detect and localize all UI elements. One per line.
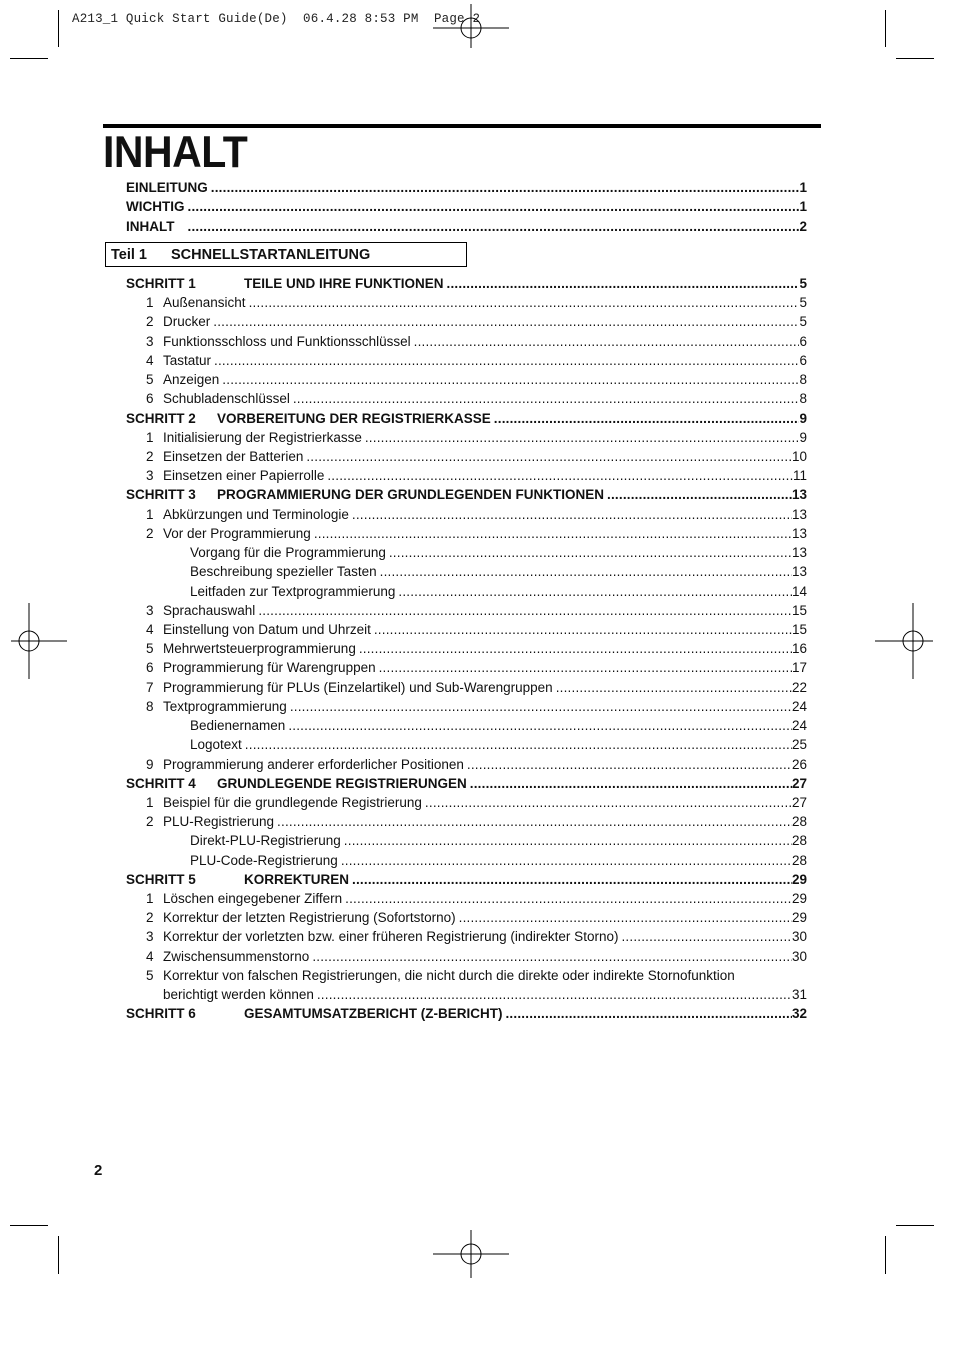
toc-entry-label: Vorgang für die Programmierung <box>190 545 386 560</box>
toc-leader-dots <box>221 372 799 388</box>
toc-entry-label: Einsetzen der Batterien <box>163 449 304 464</box>
toc-step-entry[interactable] <box>126 276 807 295</box>
toc-entry-page: 9 <box>799 430 807 445</box>
crop-mark <box>896 1225 934 1226</box>
toc-entry-label: Mehrwertsteuerprogrammierung <box>163 641 356 656</box>
toc-entry-page: 13 <box>791 564 807 579</box>
toc-entry-label: INHALT <box>126 219 175 234</box>
toc-leader-dots <box>379 564 792 580</box>
toc-leader-dots <box>316 987 792 1003</box>
toc-item-entry[interactable] <box>146 526 807 545</box>
toc-item-entry[interactable] <box>146 699 807 718</box>
toc-item-entry[interactable] <box>146 757 807 776</box>
toc-entry-label: Einsetzen einer Papierrolle <box>163 468 325 483</box>
toc-entry[interactable] <box>126 219 807 238</box>
toc-leader-dots <box>343 833 792 849</box>
page-number: 2 <box>94 1162 103 1179</box>
toc-entry-page: 29 <box>791 891 807 906</box>
toc-item-number: 3 <box>146 468 154 483</box>
toc-entry-page: 31 <box>791 987 807 1002</box>
toc-leader-dots <box>340 853 792 869</box>
toc-item-entry[interactable] <box>146 680 807 699</box>
toc-entry-page: 29 <box>791 910 807 925</box>
toc-entry-label: EINLEITUNG <box>126 180 208 195</box>
toc-leader-dots <box>351 872 792 888</box>
toc-leader-dots <box>187 199 800 215</box>
toc-entry-label: WICHTIG <box>126 199 185 214</box>
toc-entry-page: 30 <box>791 929 807 944</box>
toc-entry-page: 26 <box>791 757 807 772</box>
toc-item-entry[interactable] <box>146 968 735 984</box>
toc-leader-dots <box>305 449 792 465</box>
toc-leader-dots <box>248 295 800 311</box>
toc-entry-label: Korrektur der vorletzten bzw. einer früheren Registrierung (indirekter Storno) <box>163 929 619 944</box>
toc-item-entry-continued[interactable] <box>163 987 807 1006</box>
toc-leader-dots <box>276 814 792 830</box>
toc-leader-dots <box>373 622 792 638</box>
toc-item-entry[interactable] <box>146 449 807 468</box>
registration-mark-icon <box>0 601 69 681</box>
toc-item-entry[interactable] <box>146 929 807 948</box>
toc-entry-label: Außenansicht <box>163 295 246 310</box>
toc-subitem-entry[interactable] <box>190 833 807 852</box>
registration-mark-icon <box>431 0 511 68</box>
toc-step-number: SCHRITT 6 <box>126 1006 196 1021</box>
toc-leader-dots <box>344 891 792 907</box>
toc-entry-label: GRUNDLEGENDE REGISTRIERUNGEN <box>217 776 467 791</box>
toc-entry-label: Direkt-PLU-Registrierung <box>190 833 341 848</box>
toc-item-number: 4 <box>146 353 154 368</box>
part-number: Teil 1 <box>111 246 147 263</box>
toc-entry-label: PLU-Registrierung <box>163 814 275 829</box>
print-header-meta: A213_1 Quick Start Guide(De) 06.4.28 8:53 PM Page 2 <box>72 12 481 26</box>
part-title: SCHNELLSTARTANLEITUNG <box>171 246 371 263</box>
toc-item-number: 4 <box>146 949 154 964</box>
toc-entry-label: Korrektur von falschen Registrierungen, die nicht durch die direkte oder indirekte Stornofunktion <box>163 968 735 983</box>
toc-item-number: 4 <box>146 622 154 637</box>
toc-entry-page: 24 <box>791 699 807 714</box>
toc-entry-page: 28 <box>791 853 807 868</box>
toc-item-entry[interactable] <box>146 660 807 679</box>
crop-mark <box>885 1236 886 1274</box>
toc-entry-page: 32 <box>791 1006 807 1021</box>
toc-leader-dots <box>606 487 792 503</box>
toc-entry-page: 28 <box>791 814 807 829</box>
toc-entry-label: Initialisierung der Registrierkasse <box>163 430 362 445</box>
toc-entry-page: 28 <box>791 833 807 848</box>
toc-leader-dots <box>287 718 792 734</box>
toc-item-entry[interactable] <box>146 949 807 968</box>
toc-step-entry[interactable] <box>126 1006 807 1025</box>
toc-entry-page: 6 <box>799 334 807 349</box>
toc-entry-page: 1 <box>799 180 807 195</box>
toc-entry-label: Programmierung für Warengruppen <box>163 660 376 675</box>
toc-entry-page: 30 <box>791 949 807 964</box>
toc-leader-dots <box>210 180 800 196</box>
toc-leader-dots <box>378 660 792 676</box>
toc-entry-page: 5 <box>799 295 807 310</box>
toc-step-entry[interactable] <box>126 411 807 430</box>
toc-entry-label: Schubladenschlüssel <box>163 391 290 406</box>
toc-entry-page: 13 <box>791 526 807 541</box>
toc-entry-page: 22 <box>791 680 807 695</box>
toc-leader-dots <box>364 430 800 446</box>
toc-entry-page: 14 <box>791 584 807 599</box>
toc-item-number: 6 <box>146 391 154 406</box>
toc-entry-page: 13 <box>791 487 807 502</box>
toc-step-number: SCHRITT 4 <box>126 776 196 791</box>
toc-item-entry[interactable] <box>146 622 807 641</box>
toc-entry-page: 8 <box>799 391 807 406</box>
toc-entry-label: Abkürzungen und Terminologie <box>163 507 349 522</box>
toc-item-number: 2 <box>146 814 154 829</box>
toc-entry-label: TEILE UND IHRE FUNKTIONEN <box>244 276 444 291</box>
toc-step-entry[interactable] <box>126 872 807 891</box>
crop-mark <box>885 10 886 47</box>
toc-leader-dots <box>458 910 792 926</box>
toc-entry-label: Beispiel für die grundlegende Registrierung <box>163 795 422 810</box>
toc-step-entry[interactable] <box>126 776 807 795</box>
toc-entry-label: Einstellung von Datum und Uhrzeit <box>163 622 371 637</box>
toc-item-entry[interactable] <box>146 468 807 487</box>
toc-leader-dots <box>313 526 792 542</box>
toc-item-number: 3 <box>146 603 154 618</box>
toc-entry-label: Beschreibung spezieller Tasten <box>190 564 377 579</box>
toc-item-number: 5 <box>146 968 154 983</box>
toc-step-number: SCHRITT 2 <box>126 411 196 426</box>
toc-item-entry[interactable] <box>146 507 807 526</box>
toc-item-number: 1 <box>146 891 154 906</box>
toc-entry-page: 13 <box>791 545 807 560</box>
toc-entry-label: Leitfaden zur Textprogrammierung <box>190 584 396 599</box>
toc-entry-page: 6 <box>799 353 807 368</box>
toc-leader-dots <box>289 699 792 715</box>
toc-subitem-entry[interactable] <box>190 737 807 756</box>
toc-leader-dots <box>555 680 792 696</box>
toc-entry-page: 17 <box>791 660 807 675</box>
toc-leader-dots <box>413 334 800 350</box>
toc-item-number: 7 <box>146 680 154 695</box>
toc-leader-dots <box>466 757 792 773</box>
toc-item-entry[interactable] <box>146 391 807 410</box>
toc-entry-page: 15 <box>791 603 807 618</box>
toc-leader-dots <box>358 641 792 657</box>
toc-item-number: 9 <box>146 757 154 772</box>
toc-entry-label: Löschen eingegebener Ziffern <box>163 891 343 906</box>
crop-mark <box>58 1236 59 1274</box>
toc-entry-label: Tastatur <box>163 353 212 368</box>
toc-entry-page: 24 <box>791 718 807 733</box>
crop-mark <box>10 1225 48 1226</box>
toc-entry-label: Zwischensummenstorno <box>163 949 310 964</box>
toc-leader-dots <box>469 776 792 792</box>
toc-leader-dots <box>446 276 800 292</box>
toc-entry-label: GESAMTUMSATZBERICHT (Z-BERICHT) <box>244 1006 503 1021</box>
toc-entry-label: PLU-Code-Registrierung <box>190 853 338 868</box>
toc-item-entry[interactable] <box>146 314 807 333</box>
toc-entry-page: 15 <box>791 622 807 637</box>
toc-item-number: 2 <box>146 314 154 329</box>
toc-leader-dots <box>620 929 792 945</box>
toc-entry-page: 13 <box>791 507 807 522</box>
toc-subitem-entry[interactable] <box>190 545 807 564</box>
toc-entry-page: 5 <box>799 276 807 291</box>
toc-entry-label: Bedienernamen <box>190 718 286 733</box>
toc-entry-page: 2 <box>799 219 807 234</box>
part-heading-box <box>105 242 467 267</box>
toc-leader-dots <box>493 411 800 427</box>
toc-entry-page: 8 <box>799 372 807 387</box>
toc-entry-label: Funktionsschloss und Funktionsschlüssel <box>163 334 411 349</box>
toc-leader-dots <box>213 353 799 369</box>
toc-item-entry[interactable] <box>146 334 807 353</box>
toc-item-entry[interactable] <box>146 430 807 449</box>
toc-item-number: 5 <box>146 372 154 387</box>
toc-entry-page: 29 <box>791 872 807 887</box>
toc-entry-label: Sprachauswahl <box>163 603 256 618</box>
toc-item-entry[interactable] <box>146 641 807 660</box>
toc-item-number: 1 <box>146 295 154 310</box>
toc-subitem-entry[interactable] <box>190 564 807 583</box>
toc-item-number: 1 <box>146 507 154 522</box>
toc-entry-page: 9 <box>799 411 807 426</box>
toc-entry-label: Drucker <box>163 314 211 329</box>
toc-subitem-entry[interactable] <box>190 853 807 872</box>
toc-item-entry[interactable] <box>146 372 807 391</box>
toc-entry-page: 16 <box>791 641 807 656</box>
toc-step-number: SCHRITT 5 <box>126 872 196 887</box>
toc-leader-dots <box>244 737 792 753</box>
toc-step-number: SCHRITT 3 <box>126 487 196 502</box>
toc-entry-label: Programmierung für PLUs (Einzelartikel) und Sub-Warengruppen <box>163 680 553 695</box>
toc-item-entry[interactable] <box>146 814 807 833</box>
registration-mark-icon <box>873 601 953 681</box>
toc-item-number: 3 <box>146 334 154 349</box>
toc-entry-label: Programmierung anderer erforderlicher Positionen <box>163 757 464 772</box>
crop-mark <box>10 58 48 59</box>
toc-entry-label: Anzeigen <box>163 372 220 387</box>
toc-leader-dots <box>424 795 792 811</box>
toc-entry-page: 27 <box>791 795 807 810</box>
toc-item-entry[interactable] <box>146 603 807 622</box>
toc-entry[interactable] <box>126 199 807 218</box>
toc-entry-page: 27 <box>791 776 807 791</box>
toc-leader-dots <box>292 391 800 407</box>
toc-step-entry[interactable] <box>126 487 807 506</box>
toc-entry-page: 5 <box>799 314 807 329</box>
toc-entry-page: 25 <box>791 737 807 752</box>
toc-leader-dots <box>504 1006 791 1022</box>
crop-mark <box>896 58 934 59</box>
toc-entry-label: VORBEREITUNG DER REGISTRIERKASSE <box>217 411 491 426</box>
toc-entry-label: berichtigt werden können <box>163 987 314 1002</box>
toc-item-number: 3 <box>146 929 154 944</box>
toc-step-number: SCHRITT 1 <box>126 276 196 291</box>
toc-entry-label: PROGRAMMIERUNG DER GRUNDLEGENDEN FUNKTIONEN <box>217 487 605 502</box>
page-title: INHALT <box>103 127 248 177</box>
toc-leader-dots <box>397 584 792 600</box>
toc-item-number: 2 <box>146 526 154 541</box>
toc-entry-page: 11 <box>792 468 807 483</box>
toc-entry-label: Vor der Programmierung <box>163 526 311 541</box>
toc-entry-label: Logotext <box>190 737 242 752</box>
toc-item-entry[interactable] <box>146 295 807 314</box>
toc-item-entry[interactable] <box>146 795 807 814</box>
toc-item-number: 1 <box>146 795 154 810</box>
toc-subitem-entry[interactable] <box>190 584 807 603</box>
registration-mark-icon <box>431 1214 511 1294</box>
toc-subitem-entry[interactable] <box>190 718 807 737</box>
toc-item-number: 5 <box>146 641 154 656</box>
toc-entry-page: 10 <box>791 449 807 464</box>
toc-entry-page: 1 <box>799 199 807 214</box>
toc-leader-dots <box>257 603 792 619</box>
toc-leader-dots <box>326 468 793 484</box>
toc-leader-dots <box>212 314 799 330</box>
toc-item-number: 2 <box>146 910 154 925</box>
toc-item-number: 2 <box>146 449 154 464</box>
toc-leader-dots <box>187 219 800 235</box>
toc-entry-label: Textprogrammierung <box>163 699 287 714</box>
toc-entry-label: Korrektur der letzten Registrierung (Sofortstorno) <box>163 910 456 925</box>
toc-entry[interactable] <box>126 180 807 199</box>
toc-item-number: 1 <box>146 430 154 445</box>
toc-item-entry[interactable] <box>146 353 807 372</box>
toc-entry-label: KORREKTUREN <box>244 872 350 887</box>
toc-item-entry[interactable] <box>146 891 807 910</box>
toc-item-number: 8 <box>146 699 154 714</box>
toc-item-entry[interactable] <box>146 910 807 929</box>
crop-mark <box>58 10 59 47</box>
toc-leader-dots <box>388 545 792 561</box>
toc-leader-dots <box>311 949 792 965</box>
toc-leader-dots <box>351 507 792 523</box>
toc-item-number: 6 <box>146 660 154 675</box>
